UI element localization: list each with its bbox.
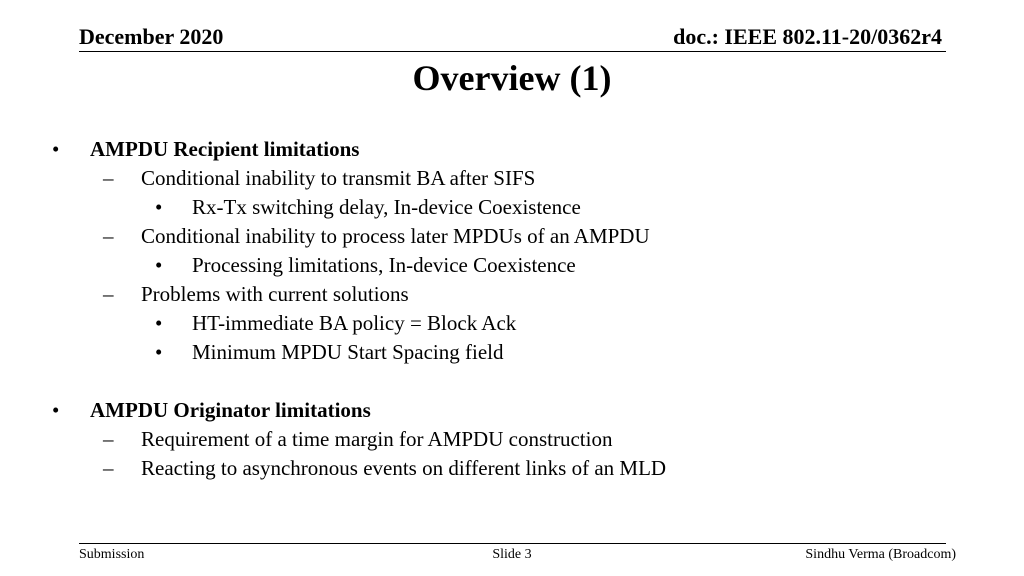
list-subitem: Rx-Tx switching delay, In-device Coexistence [192,195,581,219]
bullet-marker: • [52,137,60,161]
footer-slide-number: Slide 3 [492,547,532,562]
originator-heading: AMPDU Originator limitations [90,398,371,422]
header-doc-id: doc.: IEEE 802.11-20/0362r4 [673,24,942,49]
dash-marker: – [103,282,114,306]
header-date: December 2020 [79,24,224,49]
header-divider [79,51,946,52]
list-item: Conditional inability to transmit BA after SIFS [141,166,536,190]
bullet-marker: • [52,398,60,422]
bullet-marker: • [155,195,163,219]
list-subitem: Processing limitations, In-device Coexistence [192,253,576,277]
bullet-marker: • [155,253,163,277]
dash-marker: – [103,166,114,190]
list-item: Problems with current solutions [141,282,409,306]
list-subitem: HT-immediate BA policy = Block Ack [192,311,517,335]
footer-divider [79,543,946,544]
footer-author: Sindhu Verma (Broadcom) [805,547,956,562]
bullet-marker: • [155,311,163,335]
dash-marker: – [103,224,114,248]
bullet-marker: • [155,340,163,364]
list-item: Conditional inability to process later MPDUs of an AMPDU [141,224,650,248]
footer-submission: Submission [79,547,145,562]
dash-marker: – [103,427,114,451]
list-item: Requirement of a time margin for AMPDU construction [141,427,613,451]
recipient-heading: AMPDU Recipient limitations [90,137,360,161]
dash-marker: – [103,456,114,480]
list-item: Reacting to asynchronous events on different links of an MLD [141,456,667,480]
slide-title: Overview (1) [412,58,612,98]
list-subitem: Minimum MPDU Start Spacing field [192,340,504,364]
